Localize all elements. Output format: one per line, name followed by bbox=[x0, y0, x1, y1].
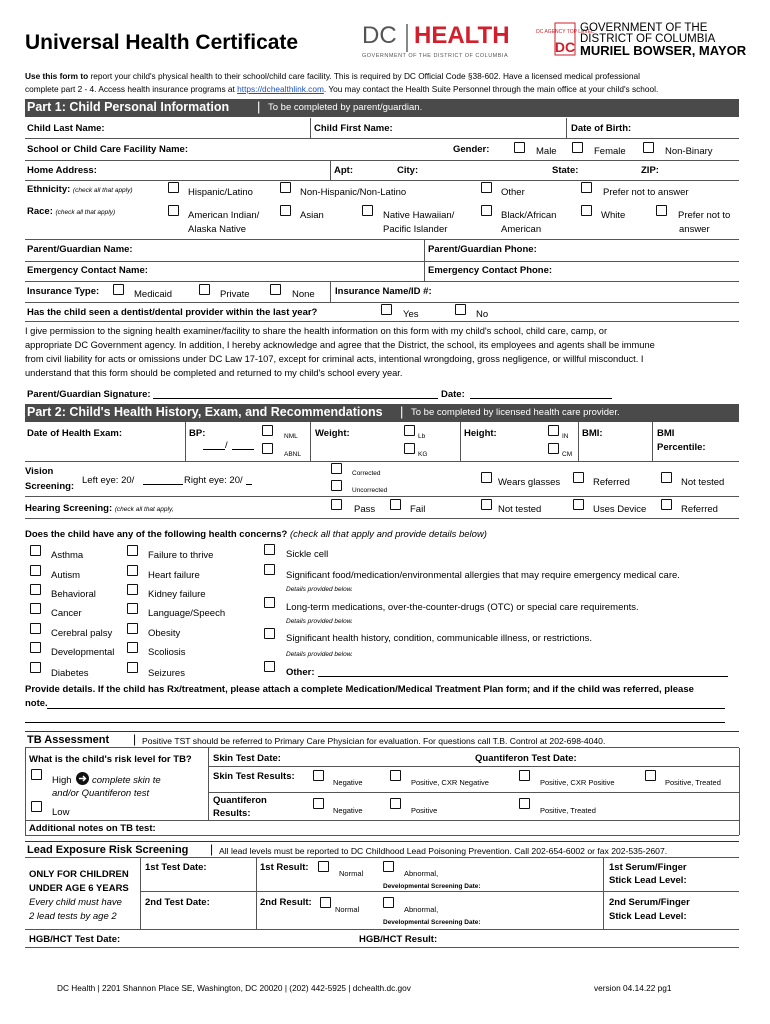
gender-male-checkbox[interactable] bbox=[514, 142, 525, 153]
lead-second-result-label: 2nd Result: bbox=[260, 897, 312, 908]
vision-not-tested-label: Not tested bbox=[681, 477, 725, 488]
tb-header bbox=[25, 731, 739, 748]
race-black-label-1: Black/African bbox=[501, 210, 557, 221]
wears-glasses-checkbox[interactable] bbox=[481, 472, 492, 483]
obesity-label: Obesity bbox=[148, 628, 181, 639]
race-amind-checkbox[interactable] bbox=[168, 205, 179, 216]
height-in-label: IN bbox=[562, 433, 569, 440]
lead-only-children-2: UNDER AGE 6 YEARS bbox=[29, 883, 129, 894]
hearing-fail-checkbox[interactable] bbox=[390, 499, 401, 510]
emergency-phone-label: Emergency Contact Phone: bbox=[428, 265, 553, 276]
allergy-checkbox[interactable] bbox=[264, 564, 275, 575]
longterm-meds-checkbox[interactable] bbox=[264, 597, 275, 608]
quant-positive-checkbox[interactable] bbox=[390, 798, 401, 809]
history-details: Details provided below. bbox=[286, 651, 353, 658]
lead-second-normal-label: Normal bbox=[335, 905, 360, 914]
tb-low-checkbox[interactable] bbox=[31, 801, 42, 812]
concerns-question-text: Does the child have any of the following health concerns? bbox=[25, 529, 288, 540]
ethnicity-label bbox=[27, 184, 133, 196]
state-label: State: bbox=[552, 165, 579, 176]
skin-negative-checkbox[interactable] bbox=[313, 770, 324, 781]
quantiferon-date-label: Quantiferon Test Date: bbox=[475, 753, 577, 764]
height-in-checkbox[interactable] bbox=[548, 425, 559, 436]
lead-first-dev-screening-label: Developmental Screening Date: bbox=[383, 883, 481, 890]
quant-pos-treated-label: Positive, Treated bbox=[540, 806, 596, 815]
bp-nml-checkbox[interactable] bbox=[262, 425, 273, 436]
footer-version: version 04.14.22 pg1 bbox=[594, 983, 672, 993]
ethnicity-other-checkbox[interactable] bbox=[481, 182, 492, 193]
concerns-note: (check all that apply and provide details below) bbox=[290, 529, 487, 540]
gov-line-1: GOVERNMENT OF THE bbox=[580, 22, 708, 34]
insurance-name-label: Insurance Name/ID #: bbox=[335, 286, 432, 297]
weight-lb-label: Lb bbox=[418, 433, 426, 440]
left-eye-label: Left eye: 20/ bbox=[82, 475, 135, 486]
asthma-label: Asthma bbox=[51, 550, 84, 561]
autism-checkbox[interactable] bbox=[30, 565, 41, 576]
hearing-uses-device-label: Uses Device bbox=[593, 504, 647, 515]
bmi-percentile-label-2: Percentile: bbox=[657, 442, 706, 453]
ethnicity-nonhispanic-label: Non-Hispanic/Non-Latino bbox=[300, 187, 407, 198]
hgb-result-label: HGB/HCT Result: bbox=[359, 934, 438, 945]
cancer-checkbox[interactable] bbox=[30, 603, 41, 614]
ethnicity-title: Ethnicity: bbox=[27, 184, 71, 195]
quant-positive-label: Positive bbox=[411, 806, 438, 815]
hearing-not-tested-label: Not tested bbox=[498, 504, 542, 515]
hearing-referred-label: Referred bbox=[681, 504, 718, 515]
race-prefer-label-2: answer bbox=[679, 224, 710, 235]
ethnicity-note: (check all that apply) bbox=[72, 187, 133, 194]
lead-first-normal-checkbox[interactable] bbox=[318, 861, 329, 872]
tb-subtitle: Positive TST should be referred to Primary Care Physician for evaluation. For questions call T.B. Control at 202-698-4040. bbox=[142, 736, 606, 746]
tb-divider: | bbox=[133, 732, 137, 746]
longterm-meds-label: Long-term medications, over-the-counter-drugs (OTC) or special care requirements. bbox=[286, 602, 639, 613]
race-asian-label: Asian bbox=[300, 210, 324, 221]
cerebral-palsy-checkbox[interactable] bbox=[30, 623, 41, 634]
serum-1-label-1: 1st Serum/Finger bbox=[609, 862, 687, 873]
lead-header bbox=[25, 841, 739, 858]
height-label: Height: bbox=[464, 428, 497, 439]
failure-to-thrive-checkbox[interactable] bbox=[127, 545, 138, 556]
vision-corrected-label: Corrected bbox=[352, 470, 381, 477]
lead-first-normal-label: Normal bbox=[339, 869, 364, 878]
tb-title: TB Assessment bbox=[27, 734, 110, 746]
seal-text: DC AGENCY TOP LEVEL bbox=[536, 29, 594, 35]
gender-female-checkbox[interactable] bbox=[572, 142, 583, 153]
dc-health-logo bbox=[362, 22, 534, 64]
diabetes-checkbox[interactable] bbox=[30, 662, 41, 673]
developmental-checkbox[interactable] bbox=[30, 642, 41, 653]
skin-test-results-label: Skin Test Results: bbox=[213, 771, 295, 782]
skin-pos-treated-checkbox[interactable] bbox=[645, 770, 656, 781]
tb-high-label: High bbox=[52, 775, 72, 786]
scoliosis-checkbox[interactable] bbox=[127, 642, 138, 653]
lead-second-normal-checkbox[interactable] bbox=[320, 897, 331, 908]
dentist-no-checkbox[interactable] bbox=[455, 304, 466, 315]
race-nh-checkbox[interactable] bbox=[362, 205, 373, 216]
ethnicity-other-label: Other bbox=[501, 187, 525, 198]
ethnicity-hispanic-label: Hispanic/Latino bbox=[188, 187, 253, 198]
wears-glasses-label: Wears glasses bbox=[498, 477, 561, 488]
form-title: Universal Health Certificate bbox=[25, 31, 299, 54]
quant-pos-treated-checkbox[interactable] bbox=[519, 798, 530, 809]
obesity-checkbox[interactable] bbox=[127, 623, 138, 634]
home-address-label: Home Address: bbox=[27, 165, 97, 176]
lead-second-abnormal-label: Abnormal, bbox=[404, 905, 439, 914]
consent-line-3: from civil liability for acts or omissions under DC Law 17-107, except for criminal acts, intentional wrongdoing, gross negligence, or willful misconduct. I bbox=[25, 354, 644, 364]
intro-line-1 bbox=[25, 71, 640, 82]
lead-only-children-1: ONLY FOR CHILDREN bbox=[29, 869, 129, 880]
lead-second-test-date-label: 2nd Test Date: bbox=[145, 897, 210, 908]
part2-divider: | bbox=[400, 404, 404, 419]
gender-label: Gender: bbox=[453, 144, 490, 155]
skin-test-date-label: Skin Test Date: bbox=[213, 753, 281, 764]
longterm-details: Details provided below. bbox=[286, 618, 353, 625]
lead-every-child-1: Every child must have bbox=[29, 897, 122, 908]
health-logo-text: HEALTH bbox=[414, 22, 510, 49]
lead-second-dev-screening-label: Developmental Screening Date: bbox=[383, 919, 481, 926]
hgb-test-date-label: HGB/HCT Test Date: bbox=[29, 934, 121, 945]
vision-corrected-checkbox[interactable] bbox=[331, 463, 342, 474]
hearing-title: Hearing Screening: bbox=[25, 503, 113, 514]
quantiferon-results-label-1: Quantiferon bbox=[213, 795, 267, 806]
lead-divider: | bbox=[210, 842, 214, 856]
insurance-type-label: Insurance Type: bbox=[27, 286, 100, 297]
tb-high-note-2: and/or Quantiferon test bbox=[52, 788, 150, 799]
scoliosis-label: Scoliosis bbox=[148, 647, 186, 658]
race-black-label-2: American bbox=[501, 224, 542, 235]
lead-first-abnormal-label: Abnormal, bbox=[404, 869, 439, 878]
language-speech-checkbox[interactable] bbox=[127, 603, 138, 614]
dob-label: Date of Birth: bbox=[571, 123, 632, 134]
bp-nml-label: NML bbox=[284, 433, 298, 440]
ethnicity-prefer-label: Prefer not to answer bbox=[603, 187, 689, 198]
child-last-name-label: Child Last Name: bbox=[27, 123, 105, 134]
gender-nonbinary-label: Non-Binary bbox=[665, 146, 713, 157]
insurance-none-checkbox[interactable] bbox=[270, 284, 281, 295]
seal-dc: DC bbox=[554, 39, 576, 55]
dentist-yes-checkbox[interactable] bbox=[381, 304, 392, 315]
race-title: Race: bbox=[27, 206, 53, 217]
race-nh-label-1: Native Hawaiian/ bbox=[383, 210, 455, 221]
tb-arrow-icon bbox=[76, 772, 89, 785]
signature-date-label: Date: bbox=[441, 389, 465, 400]
dc-seal-icon bbox=[536, 22, 594, 56]
ethnicity-prefer-checkbox[interactable] bbox=[581, 182, 592, 193]
concerns-question bbox=[25, 529, 487, 540]
intro-text-2b: . You may contact the Health Suite Personnel through the main office at your child's school. bbox=[323, 84, 659, 94]
behavioral-checkbox[interactable] bbox=[30, 584, 41, 595]
kidney-failure-label: Kidney failure bbox=[148, 589, 206, 600]
hearing-referred-checkbox[interactable] bbox=[661, 499, 672, 510]
health-history-label: Significant health history, condition, communicable illness, or restrictions. bbox=[286, 633, 593, 644]
skin-pos-cxr-pos-checkbox[interactable] bbox=[519, 770, 530, 781]
ethnicity-nonhispanic-checkbox[interactable] bbox=[280, 182, 291, 193]
heart-failure-label: Heart failure bbox=[148, 570, 200, 581]
race-black-checkbox[interactable] bbox=[481, 205, 492, 216]
weight-lb-checkbox[interactable] bbox=[404, 425, 415, 436]
dentist-yes-label: Yes bbox=[403, 309, 419, 320]
consent-paragraph bbox=[25, 324, 737, 380]
race-amind-label-2: Alaska Native bbox=[188, 224, 247, 235]
consent-line-4: understand that this form should be completed and returned to my child's school every year. bbox=[25, 368, 403, 378]
skin-pos-cxr-neg-checkbox[interactable] bbox=[390, 770, 401, 781]
intro-text-1: report your child's physical health to their school/child care facility. This is required by DC Official Code §38-602. Have a licensed medical professional bbox=[90, 71, 640, 81]
serum-2-label-1: 2nd Serum/Finger bbox=[609, 897, 690, 908]
bmi-percentile-label-1: BMI bbox=[657, 428, 675, 439]
quant-negative-checkbox[interactable] bbox=[313, 798, 324, 809]
dc-logo-text: DC bbox=[362, 22, 397, 49]
gov-line-3: MURIEL BOWSER, MAYOR bbox=[580, 43, 747, 58]
child-first-name-label: Child First Name: bbox=[314, 123, 393, 134]
apt-label: Apt: bbox=[334, 165, 353, 176]
right-eye-line[interactable] bbox=[246, 484, 252, 485]
height-cm-checkbox[interactable] bbox=[548, 443, 559, 454]
other-concern-label: Other: bbox=[286, 667, 315, 678]
bmi-label: BMI: bbox=[582, 428, 603, 439]
part1-title: Part 1: Child Personal Information bbox=[27, 100, 230, 114]
hearing-uses-device-checkbox[interactable] bbox=[573, 499, 584, 510]
hearing-not-tested-checkbox[interactable] bbox=[481, 499, 492, 510]
race-amind-label-1: American Indian/ bbox=[188, 210, 260, 221]
lead-first-result-label: 1st Result: bbox=[260, 862, 309, 873]
height-cm-label: CM bbox=[562, 451, 573, 458]
vision-uncorrected-checkbox[interactable] bbox=[331, 480, 342, 491]
parent-phone-label: Parent/Guardian Phone: bbox=[428, 244, 537, 255]
language-speech-label: Language/Speech bbox=[148, 608, 226, 619]
race-label bbox=[27, 206, 115, 218]
intro-line-2 bbox=[25, 84, 658, 95]
vision-referred-checkbox[interactable] bbox=[573, 472, 584, 483]
bp-label: BP: bbox=[189, 428, 206, 439]
vision-label-1: Vision bbox=[25, 466, 54, 477]
signature-date-line[interactable] bbox=[470, 398, 612, 399]
lead-first-abnormal-checkbox[interactable] bbox=[383, 861, 394, 872]
allergy-label: Significant food/medication/environmental allergies that may require emergency medical care. bbox=[286, 570, 680, 581]
sickle-cell-checkbox[interactable] bbox=[264, 544, 275, 555]
dchealthlink-link[interactable]: https://dchealthlink.com bbox=[237, 84, 324, 94]
kidney-failure-checkbox[interactable] bbox=[127, 584, 138, 595]
race-white-label: White bbox=[601, 210, 626, 221]
gender-nonbinary-checkbox[interactable] bbox=[643, 142, 654, 153]
lead-title: Lead Exposure Risk Screening bbox=[27, 844, 189, 856]
tb-high-checkbox[interactable] bbox=[31, 769, 42, 780]
part2-subtitle: To be completed by licensed health care provider. bbox=[411, 407, 620, 418]
signature-label: Parent/Guardian Signature: bbox=[27, 389, 151, 400]
exam-date-label: Date of Health Exam: bbox=[27, 428, 123, 439]
weight-label: Weight: bbox=[315, 428, 350, 439]
dentist-question: Has the child seen a dentist/dental provider within the last year? bbox=[27, 307, 318, 318]
race-nh-label-2: Pacific Islander bbox=[383, 224, 448, 235]
cancer-label: Cancer bbox=[51, 608, 82, 619]
consent-line-1: I give permission to the signing health examiner/facility to share the health information on this form with my child's school, child care, camp, or bbox=[25, 326, 608, 336]
hearing-note: (check all that apply, bbox=[114, 506, 174, 513]
hearing-fail-label: Fail bbox=[410, 504, 426, 515]
signature-line[interactable] bbox=[153, 398, 438, 399]
hearing-pass-label: Pass bbox=[354, 504, 376, 515]
skin-pos-cxr-pos-label: Positive, CXR Positive bbox=[540, 778, 615, 787]
diabetes-label: Diabetes bbox=[51, 668, 89, 679]
autism-label: Autism bbox=[51, 570, 81, 581]
school-label: School or Child Care Facility Name: bbox=[27, 144, 189, 155]
gender-male-label: Male bbox=[536, 146, 557, 157]
right-eye-label: Right eye: 20/ bbox=[184, 475, 243, 486]
race-asian-checkbox[interactable] bbox=[280, 205, 291, 216]
vision-label-2: Screening: bbox=[25, 481, 75, 492]
insurance-private-checkbox[interactable] bbox=[199, 284, 210, 295]
behavioral-label: Behavioral bbox=[51, 589, 96, 600]
dentist-no-label: No bbox=[476, 309, 489, 320]
lead-first-test-date-label: 1st Test Date: bbox=[145, 862, 207, 873]
other-concern-line[interactable] bbox=[318, 676, 728, 677]
insurance-medicaid-checkbox[interactable] bbox=[113, 284, 124, 295]
race-prefer-checkbox[interactable] bbox=[656, 205, 667, 216]
skin-pos-cxr-neg-label: Positive, CXR Negative bbox=[411, 778, 489, 787]
provide-note-label: note. bbox=[25, 698, 48, 709]
part2-title: Part 2: Child's Health History, Exam, and Recommendations bbox=[27, 405, 383, 419]
tb-additional-notes-label: Additional notes on TB test: bbox=[29, 823, 156, 834]
bp-abnl-label: ABNL bbox=[284, 451, 301, 458]
skin-negative-label: Negative bbox=[333, 778, 363, 787]
lead-every-child-2: 2 lead tests by age 2 bbox=[29, 911, 117, 922]
gender-female-label: Female bbox=[594, 146, 626, 157]
bp-slash: / bbox=[225, 440, 228, 451]
serum-2-label-2: Stick Lead Level: bbox=[609, 911, 687, 922]
cerebral-palsy-label: Cerebral palsy bbox=[51, 628, 113, 639]
race-note: (check all that apply) bbox=[55, 209, 116, 216]
vision-referred-label: Referred bbox=[593, 477, 630, 488]
vision-not-tested-checkbox[interactable] bbox=[661, 472, 672, 483]
asthma-checkbox[interactable] bbox=[30, 545, 41, 556]
intro-bold: Use this form to bbox=[25, 71, 89, 81]
developmental-label: Developmental bbox=[51, 647, 115, 658]
skin-pos-treated-label: Positive, Treated bbox=[665, 778, 721, 787]
other-concern-checkbox[interactable] bbox=[264, 661, 275, 672]
footer-address: DC Health | 2201 Shannon Place SE, Washington, DC 20020 | (202) 442-5925 | dchealth.dc.gov bbox=[57, 983, 411, 993]
seizures-label: Seizures bbox=[148, 668, 185, 679]
tb-high-note-1: complete skin te bbox=[92, 775, 161, 786]
hearing-pass-checkbox[interactable] bbox=[331, 499, 342, 510]
part1-subtitle: To be completed by parent/guardian. bbox=[268, 102, 423, 113]
tb-low-label: Low bbox=[52, 807, 70, 818]
health-history-checkbox[interactable] bbox=[264, 628, 275, 639]
tb-risk-question: What is the child's risk level for TB? bbox=[29, 754, 192, 765]
allergy-details: Details provided below. bbox=[286, 586, 353, 593]
zip-label: ZIP: bbox=[641, 165, 659, 176]
gov-line-2: DISTRICT OF COLUMBIA bbox=[580, 33, 716, 45]
city-label: City: bbox=[397, 165, 419, 176]
vision-uncorrected-label: Uncorrected bbox=[352, 487, 388, 494]
provide-details-line: Provide details. If the child has Rx/treatment, please attach a complete Medication/Medical Treatment Plan form; and if the child was referred, please bbox=[25, 684, 694, 695]
weight-kg-label: KG bbox=[418, 451, 428, 458]
emergency-name-label: Emergency Contact Name: bbox=[27, 265, 148, 276]
details-line-2[interactable] bbox=[25, 722, 725, 723]
left-eye-line[interactable] bbox=[143, 484, 183, 485]
lead-subtitle: All lead levels must be reported to DC Childhood Lead Poisoning Prevention. Call 202-654-6002 or fax 202-535-2607. bbox=[219, 846, 668, 856]
quantiferon-results-label-2: Results: bbox=[213, 808, 251, 819]
part2-header bbox=[25, 404, 739, 422]
part1-header bbox=[25, 99, 739, 117]
race-white-checkbox[interactable] bbox=[581, 205, 592, 216]
ethnicity-hispanic-checkbox[interactable] bbox=[168, 182, 179, 193]
failure-to-thrive-label: Failure to thrive bbox=[148, 550, 214, 561]
insurance-private-label: Private bbox=[220, 289, 250, 300]
race-prefer-label-1: Prefer not to bbox=[678, 210, 731, 221]
serum-1-label-2: Stick Lead Level: bbox=[609, 875, 687, 886]
seizures-checkbox[interactable] bbox=[127, 662, 138, 673]
insurance-medicaid-label: Medicaid bbox=[134, 289, 173, 300]
bp-abnl-checkbox[interactable] bbox=[262, 443, 273, 454]
consent-line-2: appropriate DC Government agency. In addition, I hereby acknowledge and agree that the District, the school, its employees and agents shall be immune bbox=[25, 340, 655, 350]
dc-health-subtext: GOVERNMENT OF THE DISTRICT OF COLUMBIA bbox=[362, 53, 509, 59]
heart-failure-checkbox[interactable] bbox=[127, 565, 138, 576]
weight-kg-checkbox[interactable] bbox=[404, 443, 415, 454]
intro-text-2a: complete part 2 - 4. Access health insurance programs at bbox=[25, 84, 235, 94]
details-line-1[interactable] bbox=[47, 708, 725, 709]
lead-second-abnormal-checkbox[interactable] bbox=[383, 897, 394, 908]
sickle-cell-label: Sickle cell bbox=[286, 549, 329, 560]
insurance-none-label: None bbox=[292, 289, 315, 300]
hearing-label bbox=[25, 503, 174, 515]
parent-name-label: Parent/Guardian Name: bbox=[27, 244, 133, 255]
quant-negative-label: Negative bbox=[333, 806, 363, 815]
part1-divider: | bbox=[257, 99, 261, 114]
